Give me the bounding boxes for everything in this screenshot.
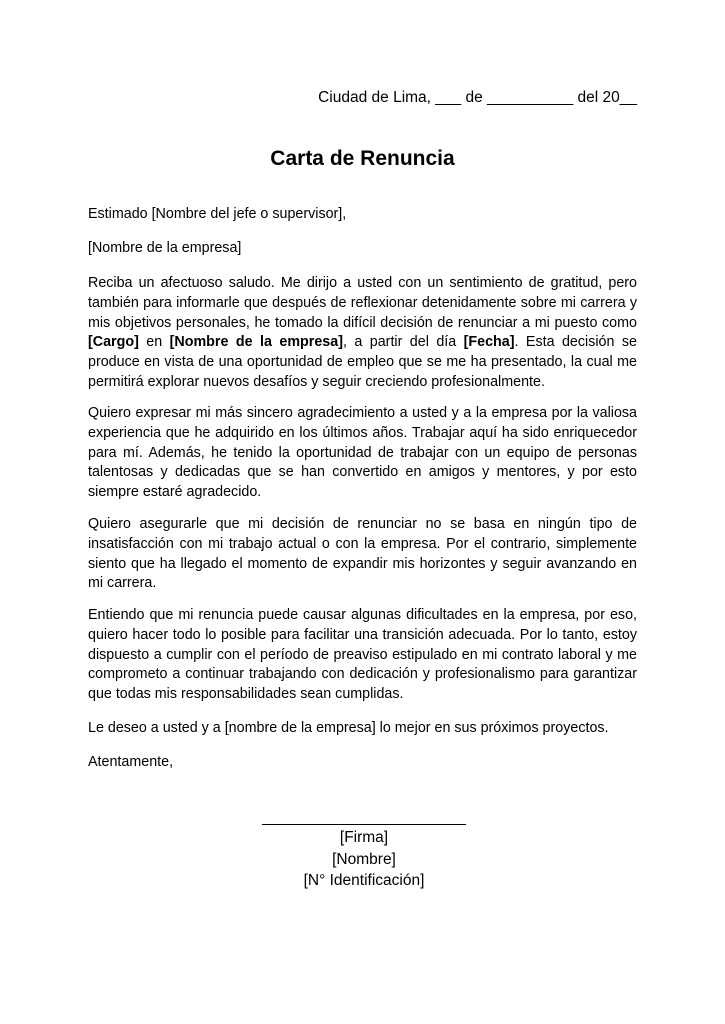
paragraph-1-text-d: . Esta decisión se produce en vista de una oportunidad de empleo que se me ha presentado, la cual me permitirá explorar nuevos desafíos y seguir creciendo profesionalmente.: [88, 334, 637, 390]
date-line: Ciudad de Lima, ___ de __________ del 20__: [318, 89, 637, 106]
signature-nombre: [Nombre]: [332, 850, 396, 868]
paragraph-1-text-a: Reciba un afectuoso saludo. Me dirijo a usted con un sentimiento de gratitud, pero también para informarle que después de reflexionar detenidamente sobre mi carrera y mis objetivos personales, he tomado la difícil decisión de renunciar a mi puesto como: [88, 275, 637, 331]
signature-line: [262, 824, 466, 825]
signature-firma: [Firma]: [339, 829, 389, 846]
letter-title: Carta de Renuncia: [270, 147, 455, 170]
company-line: [Nombre de la empresa]: [88, 240, 242, 256]
signature-block: [262, 806, 466, 892]
paragraph-4: Entiendo que mi renuncia puede causar algunas dificultades en la empresa, por eso, quiero hacer todo lo posible para facilitar una transición adecuada. Por lo tanto, estoy dispuesto a cumplir con el período de preaviso estipulado en mi contrato laboral y me comprometo a continuar trabajando con dedicación y profesionalismo para garantizar que todas mis responsabilidades sean cumplidas.: [88, 607, 637, 703]
paragraph-1: [88, 274, 637, 393]
paragraph-5: Le deseo a usted y a [nombre de la empresa] lo mejor en sus próximos proyectos.: [88, 720, 609, 736]
empresa-placeholder: [Nombre de la empresa]: [169, 334, 343, 351]
fecha-placeholder: [Fecha]: [463, 334, 515, 351]
closing: Atentamente,: [88, 754, 174, 770]
cargo-placeholder: [Cargo]: [88, 334, 139, 351]
signature-identificacion: [N° Identificación]: [303, 872, 425, 889]
paragraph-2: Quiero expresar mi más sincero agradecimiento a usted y a la empresa por la valiosa experiencia que he adquirido en los últimos años. Trabajar aquí ha sido enriquecedor para mí. Además, he tenido la oportunidad de trabajar con un equipo de personas talentosas y dedicadas que se han convertido en amigos y mentores, y por esto siempre estaré agradecido.: [88, 405, 637, 501]
paragraph-1-text-b: en: [138, 334, 170, 351]
salutation: Estimado [Nombre del jefe o supervisor],: [88, 206, 347, 222]
paragraph-3: Quiero asegurarle que mi decisión de renunciar no se basa en ningún tipo de insatisfacción con mi trabajo actual o con la empresa. Por el contrario, simplemente siento que ha llegado el momento de expandir mis horizontes y seguir avanzando en mi carrera.: [88, 516, 637, 592]
paragraph-1-text-c: , a partir del día: [342, 334, 464, 351]
